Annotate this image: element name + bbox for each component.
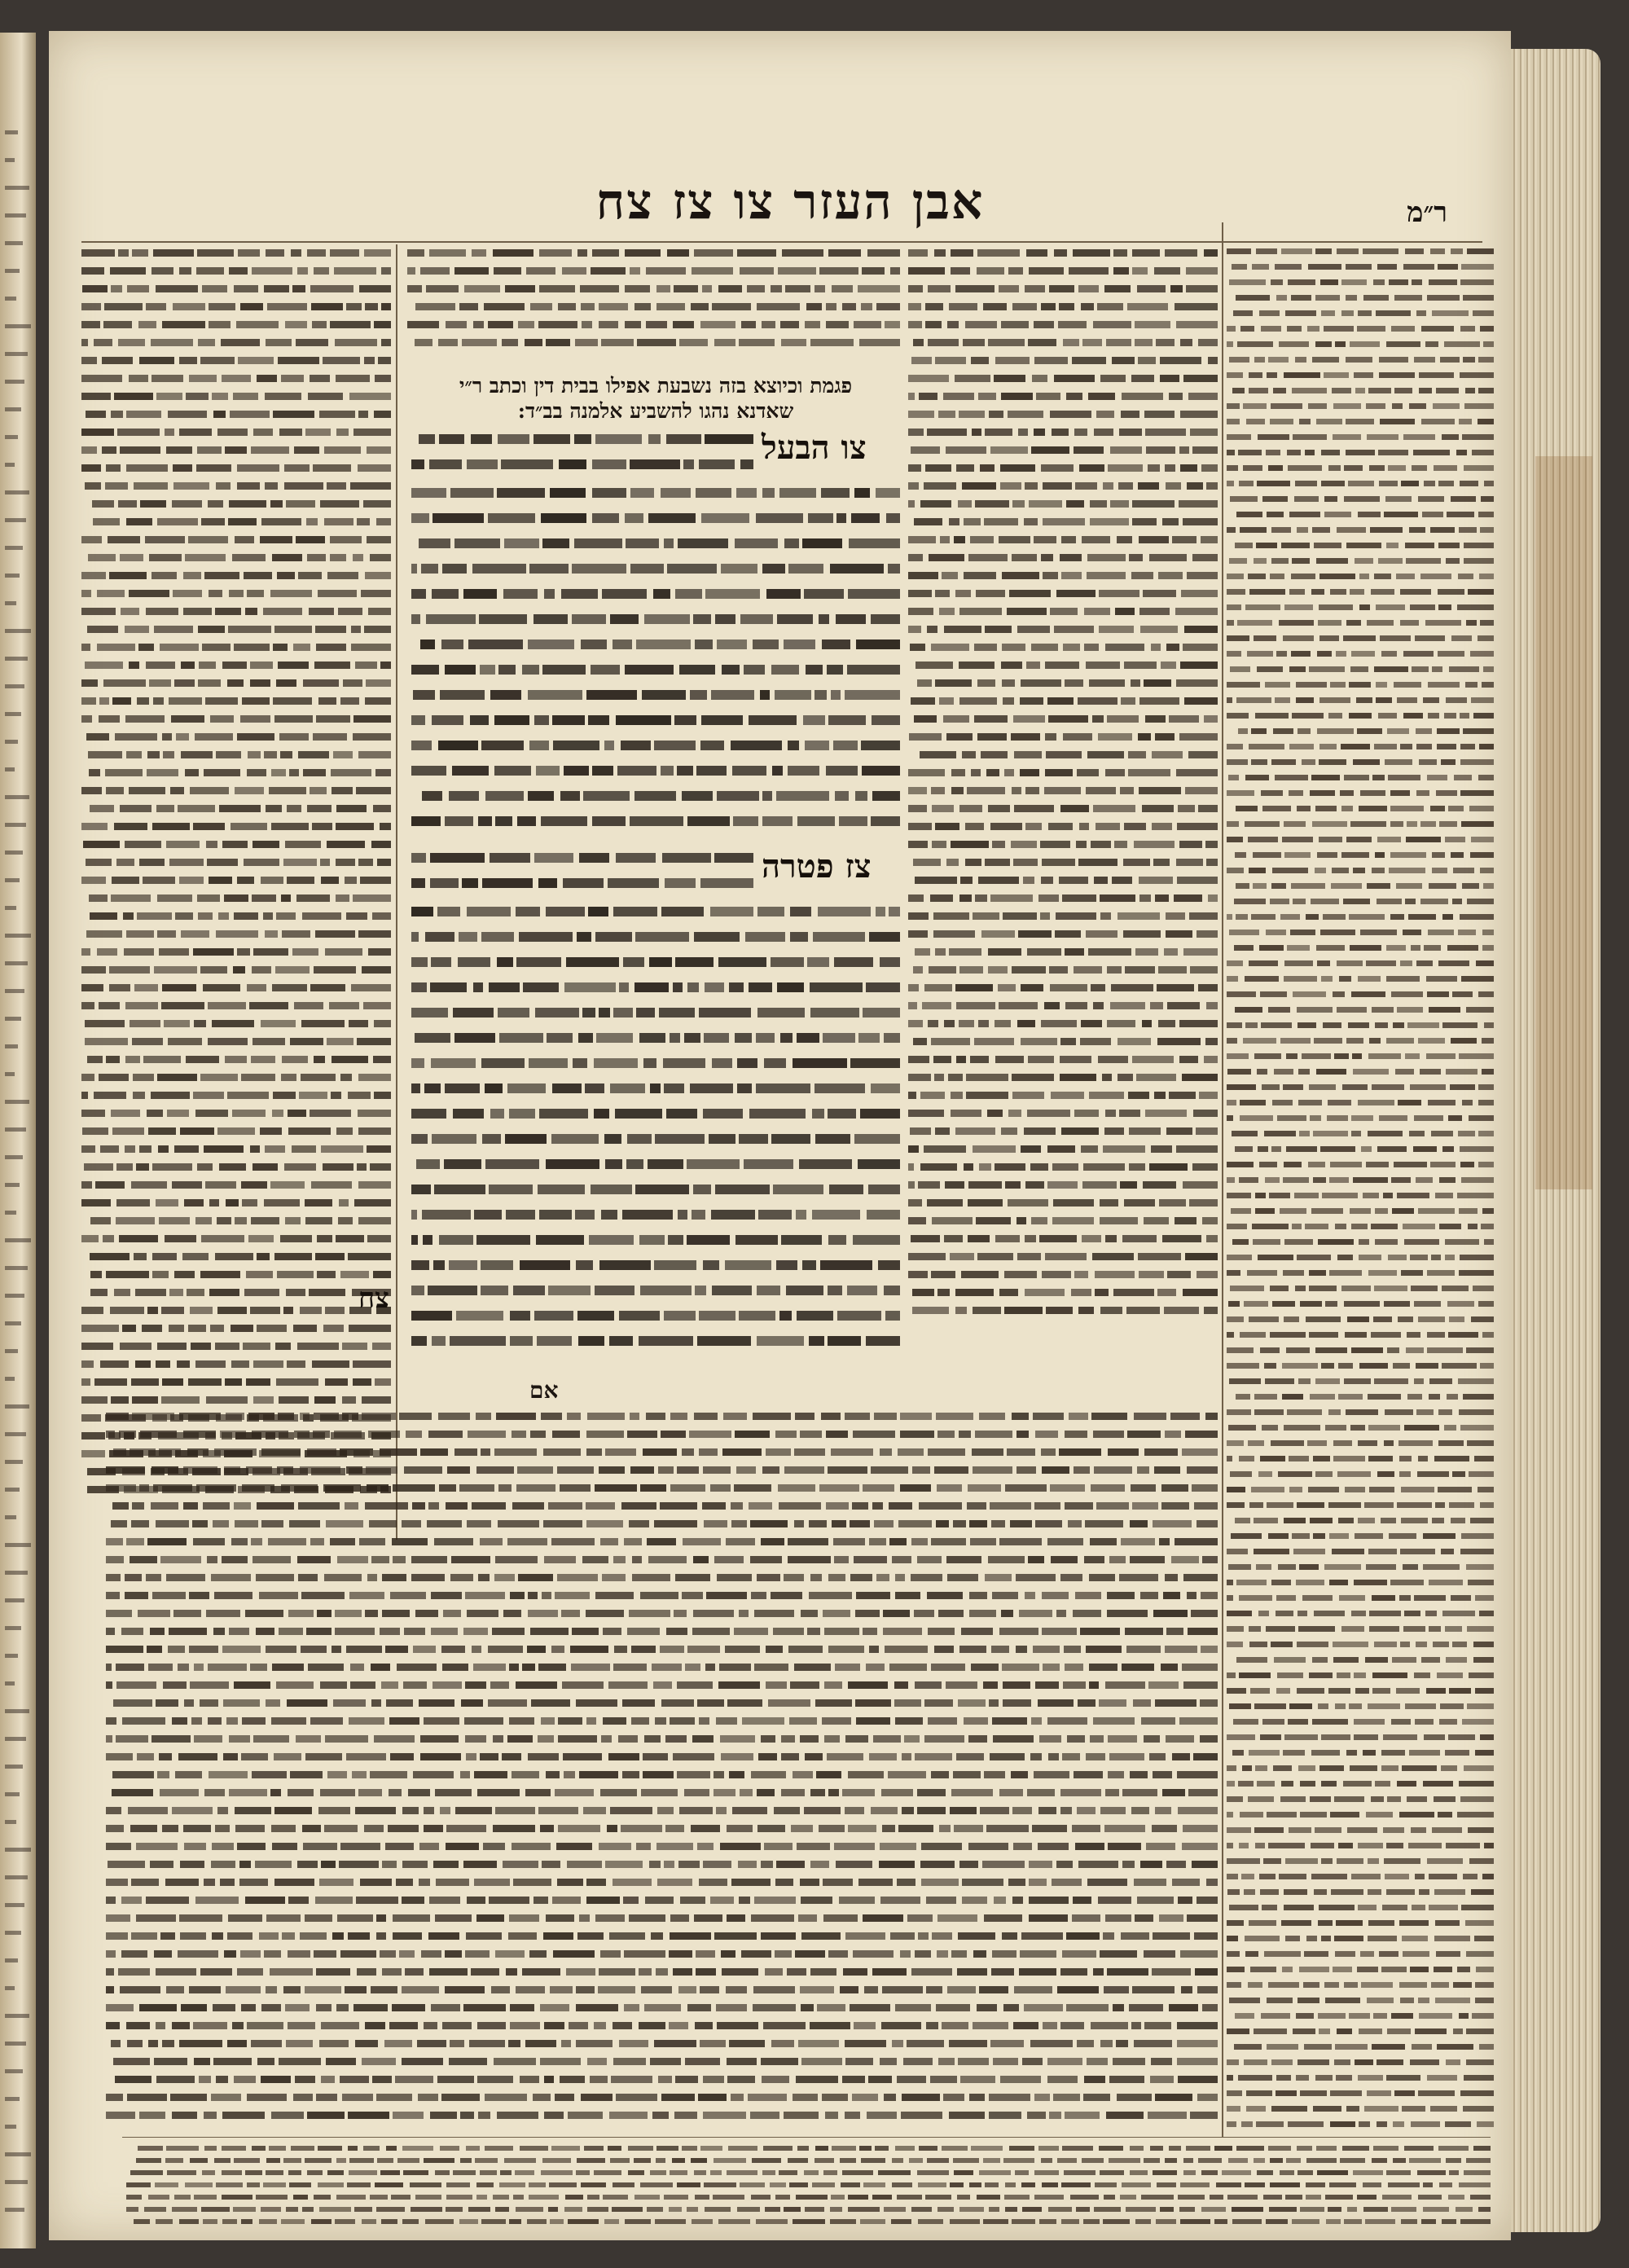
commentary-column-right bbox=[908, 244, 1218, 1328]
footnotes bbox=[126, 2143, 1491, 2232]
main-text-block-2b bbox=[411, 899, 900, 1372]
previous-page-edge bbox=[0, 33, 36, 2248]
header-rule bbox=[81, 241, 1482, 243]
commentary-bottom bbox=[106, 1408, 1218, 2125]
commentary-column-left bbox=[81, 244, 391, 1499]
catchword: אם bbox=[529, 1377, 559, 1404]
introduction-line: פגמת וכיוצא בזה נשבעת אפילו בבית דין וכתב ר״י שאדנא נהגו להשביע אלמנה בב״ד: bbox=[459, 374, 853, 424]
footnote-rule bbox=[122, 2137, 1491, 2138]
column-rule-right bbox=[1222, 222, 1223, 2137]
book-page bbox=[49, 31, 1511, 2240]
heading-siman-97: צז פטרה bbox=[762, 847, 872, 886]
commentary-block-top bbox=[407, 244, 900, 367]
outer-margin-commentary bbox=[1227, 244, 1494, 2134]
section-mark: ר״מ bbox=[1407, 196, 1447, 229]
main-text-block-1b bbox=[411, 481, 900, 837]
running-header bbox=[49, 174, 1511, 239]
book-fore-edge bbox=[1511, 49, 1600, 2232]
main-text-block-2 bbox=[411, 846, 753, 896]
heading-siman-96: צו הבעל bbox=[762, 429, 867, 467]
heading-siman-98: צח bbox=[358, 1282, 389, 1315]
main-text-block-1 bbox=[411, 427, 753, 477]
page-title: אבן העזר צו צז צח bbox=[595, 174, 985, 231]
column-rule-left bbox=[396, 244, 397, 1540]
